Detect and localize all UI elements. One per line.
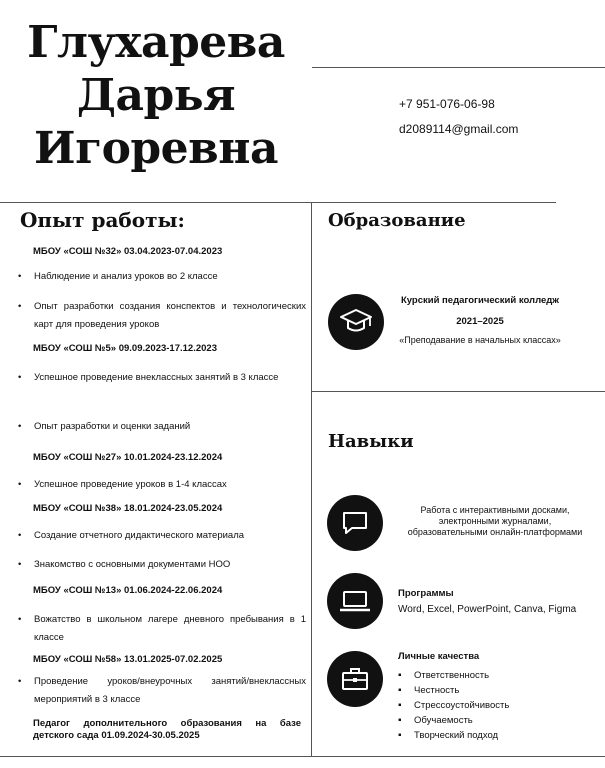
skills-title: Навыки bbox=[328, 431, 414, 452]
org-line: МБОУ «СОШ №32» 03.04.2023-07.04.2023 bbox=[33, 246, 223, 257]
patronymic: Игоревна bbox=[34, 123, 278, 174]
programs-list: Word, Excel, PowerPoint, Canva, Figma bbox=[398, 604, 577, 615]
full-name bbox=[0, 16, 312, 175]
list-item: ▪ Творческий подход bbox=[398, 728, 509, 743]
list-item: • Наблюдение и анализ уроков во 2 классе bbox=[18, 268, 306, 286]
list-item: • Опыт разработки и оценки заданий bbox=[18, 418, 306, 436]
phone: +7 951-076-06-98 bbox=[399, 97, 495, 111]
list-item: ▪ Обучаемость bbox=[398, 713, 509, 728]
education-divider bbox=[312, 391, 605, 392]
org-line: МБОУ «СОШ №38» 18.01.2024-23.05.2024 bbox=[33, 503, 223, 514]
interactive-skill: Работа с интерактивными досками, электронными журналами, образовательными онлайн-платформами bbox=[407, 505, 583, 537]
header-divider-bottom bbox=[0, 202, 556, 203]
bullet-dot: • bbox=[18, 530, 22, 541]
specialty: «Преподавание в начальных классах» bbox=[399, 335, 561, 345]
bottom-divider bbox=[0, 756, 605, 757]
bullet-dot: • bbox=[18, 614, 22, 625]
graduation-cap-icon bbox=[328, 294, 384, 350]
org-line: МБОУ «СОШ №13» 01.06.2024-22.06.2024 bbox=[33, 585, 223, 596]
institution: Курский педагогический колледж bbox=[400, 295, 560, 306]
bullet-dot: • bbox=[18, 372, 22, 383]
final-position: Педагог дополнительного образования на базе детского сада 01.09.2024-30.05.2025 bbox=[33, 718, 301, 741]
bullet-dot: • bbox=[18, 479, 22, 490]
briefcase-icon bbox=[327, 651, 383, 707]
bullet-dot: • bbox=[18, 271, 22, 282]
column-divider bbox=[311, 203, 312, 756]
list-item: • Проведение уроков/внеурочных занятий/внеклассных мероприятий в 3 классе bbox=[18, 673, 306, 709]
list-item: • Знакомство с основными документами НОО bbox=[18, 556, 306, 574]
laptop-icon bbox=[327, 573, 383, 629]
header-divider-top bbox=[312, 67, 605, 68]
list-item: ▪ Честность bbox=[398, 683, 509, 698]
org-line: МБОУ «СОШ №27» 10.01.2024-23.12.2024 bbox=[33, 452, 223, 463]
qualities-list bbox=[398, 668, 509, 743]
list-item: ▪ Ответственность bbox=[398, 668, 509, 683]
bullet-dot: • bbox=[18, 301, 22, 312]
qualities-title: Личные качества bbox=[398, 651, 480, 662]
list-item: ▪ Стрессоустойчивость bbox=[398, 698, 509, 713]
list-item: • Вожатство в школьном лагере дневного пребывания в 1 классе bbox=[18, 611, 306, 647]
email: d2089114@gmail.com bbox=[399, 122, 519, 136]
chat-icon bbox=[327, 495, 383, 551]
bullet-dot: • bbox=[18, 559, 22, 570]
org-line: МБОУ «СОШ №58» 13.01.2025-07.02.2025 bbox=[33, 654, 223, 665]
first-name: Дарья bbox=[76, 70, 236, 121]
list-item: • Успешное проведение внеклассных занятий в 3 классе bbox=[18, 369, 306, 387]
experience-title: Опыт работы: bbox=[20, 208, 185, 232]
bullet-dot: • bbox=[18, 676, 22, 687]
programs-title: Программы bbox=[398, 588, 454, 599]
list-item: • Успешное проведение уроков в 1-4 классах bbox=[18, 476, 306, 494]
list-item: • Опыт разработки создания конспектов и технологических карт для проведения уроков bbox=[18, 298, 306, 334]
list-item: • Создание отчетного дидактического материала bbox=[18, 527, 306, 545]
education-years: 2021–2025 bbox=[456, 316, 504, 327]
bullet-dot: • bbox=[18, 421, 22, 432]
last-name: Глухарева bbox=[27, 17, 285, 68]
org-line: МБОУ «СОШ №5» 09.09.2023-17.12.2023 bbox=[33, 343, 217, 354]
education-title: Образование bbox=[328, 210, 466, 231]
